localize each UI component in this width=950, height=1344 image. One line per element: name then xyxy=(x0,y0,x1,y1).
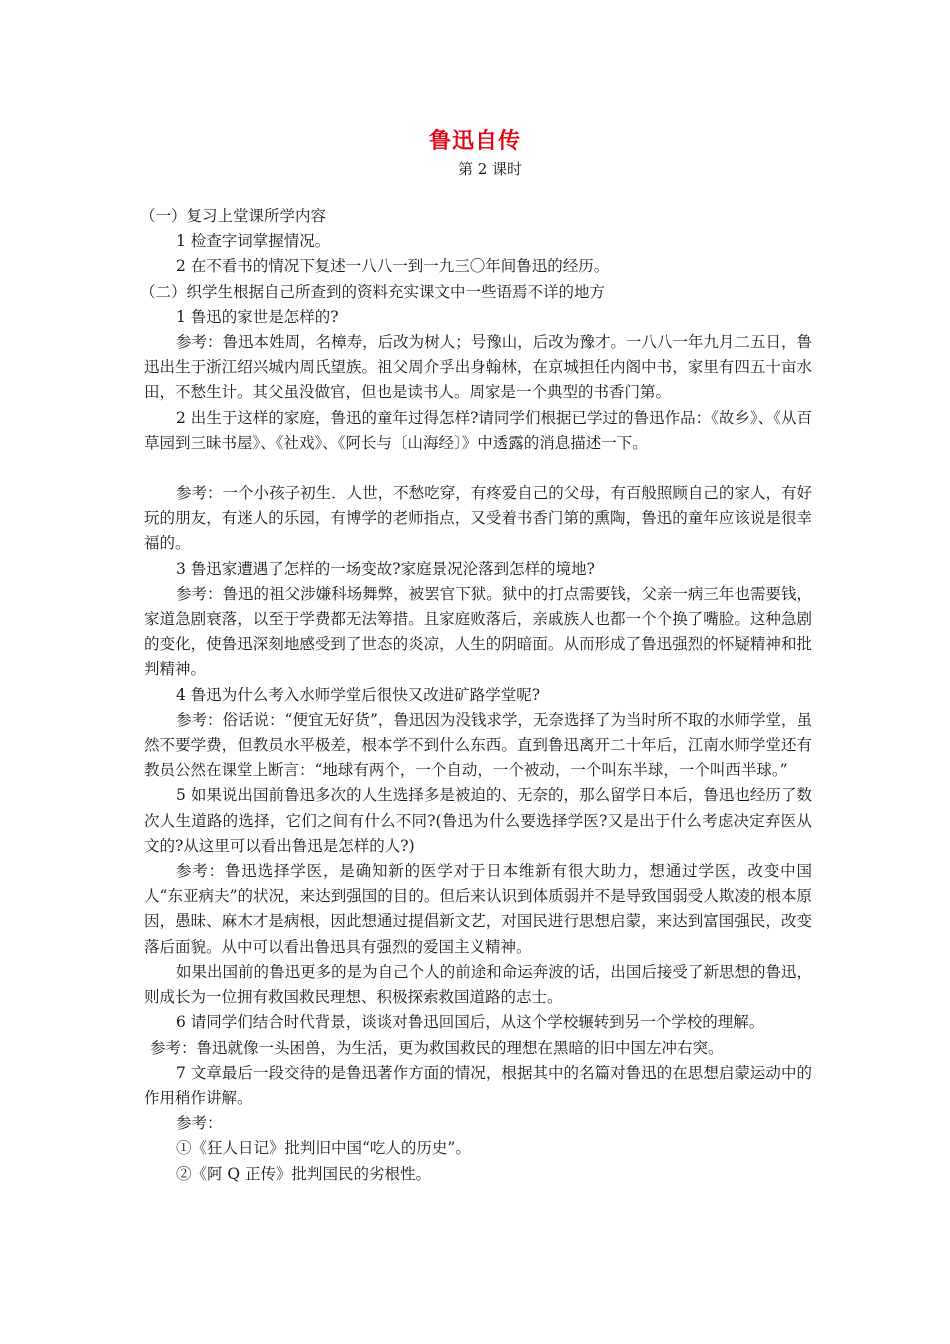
review-item-2: 2 在不看书的情况下复述一八八一到一九三〇年间鲁迅的经历。 xyxy=(176,257,610,276)
answer-7-item-1: ①《狂人日记》批判旧中国“吃人的历史”。 xyxy=(176,1139,471,1158)
question-2: 2 出生于这样的家庭，鲁迅的童年过得怎样?请同学们根据已学过的鲁迅作品：《故乡》、《从百草园到三昧书屋》、《社戏》、《阿长与〔山海经〕》中透露的消息描述一下。 xyxy=(144,408,812,452)
answer-7-label: 参考： xyxy=(176,1114,223,1133)
answer-7-item-2: ②《阿 Q 正传》批判国民的劣根性。 xyxy=(176,1164,432,1183)
question-6: 6 请同学们结合时代背景，谈谈对鲁迅回国后，从这个学校辗转到另一个学校的理解。 xyxy=(176,1013,765,1032)
question-1: 1 鲁迅的家世是怎样的? xyxy=(176,307,339,326)
answer-4: 参考：俗话说：“便宜无好货”，鲁迅因为没钱求学，无奈选择了为当时所不取的水师学堂，虽然不要学费，但教员水平极差，根本学不到什么东西。直到鲁迅离开二十年后，江南水师学堂还有教员公然在课堂上断言：“地球有两个，一个自动，一个被动，一个叫东半球，一个叫西半球。” xyxy=(144,710,812,780)
answer-5-continued: 如果出国前的鲁迅更多的是为自己个人的前途和命运奔波的话，出国后接受了新思想的鲁迅，则成长为一位拥有救国救民理想、积极探索救国道路的志士。 xyxy=(144,962,812,1007)
document-body xyxy=(140,204,812,1187)
question-5: 5 如果说出国前鲁迅多次的人生选择多是被迫的、无奈的，那么留学日本后，鲁迅也经历了数次人生道路的选择，它们之间有什么不同?(鲁迅为什么要选择学医?又是出于什么考虑决定弃医从文的?从这里可以看出鲁迅是怎样的人?) xyxy=(144,786,812,855)
answer-3: 参考：鲁迅的祖父涉嫌科场舞弊，被罢官下狱。狱中的打点需要钱，父亲一病三年也需要钱，家道急剧衰落，以至于学费都无法筹措。且家庭败落后，亲戚族人也都一个个换了嘴脸。这种急剧的变化，使鲁迅深刻地感受到了世态的炎凉，人生的阴暗面。从而形成了鲁迅强烈的怀疑精神和批判精神。 xyxy=(144,584,812,679)
section-heading-review: （一）复习上堂课所学内容 xyxy=(140,207,327,225)
answer-6: 参考：鲁迅就像一头困兽，为生活，更为救国救民的理想在黑暗的旧中国左冲右突。 xyxy=(150,1038,724,1057)
blank-line xyxy=(144,456,812,481)
answer-1: 参考：鲁迅本姓周，名樟寿，后改为树人；号豫山，后改为豫才。一八八一年九月二五日，鲁迅出生于浙江绍兴城内周氏望族。祖父周介孚出身翰林，在京城担任内阁中书，家里有四五十亩水田，不愁生计。其父虽没做官，但也是读书人。周家是一个典型的书香门第。 xyxy=(144,333,812,402)
question-4: 4 鲁迅为什么考入水师学堂后很快又改进矿路学堂呢? xyxy=(176,685,541,704)
review-item-1: 1 检查字词掌握情况。 xyxy=(176,232,331,251)
answer-5: 参考：鲁迅选择学医，是确知新的医学对于日本维新有很大助力，想通过学医，改变中国人“东亚病夫”的状况，来达到强国的目的。但后来认识到体质弱并不是导致国弱受人欺凌的根本原因，愚昧、麻木才是病根，因此想通过提倡新文艺，对国民进行思想启蒙，来达到富国强民，改变落后面貌。从中可以看出鲁迅具有强烈的爱国主义精神。 xyxy=(144,862,812,956)
answer-2: 参考：一个小孩子初生．人世，不愁吃穿，有疼爱自己的父母，有百般照顾自己的家人，有好玩的朋友，有迷人的乐园，有博学的老师指点，又受着书香门第的熏陶，鲁迅的童年应该说是很幸福的。 xyxy=(144,484,812,553)
section-heading-enrich: （二）织学生根据自己所查到的资料充实课文中一些语焉不详的地方 xyxy=(140,282,606,301)
document-title: 鲁迅自传 xyxy=(428,129,521,154)
question-7: 7 文章最后一段交待的是鲁迅著作方面的情况，根据其中的名篇对鲁迅的在思想启蒙运动中的作用稍作讲解。 xyxy=(144,1063,812,1107)
question-3: 3 鲁迅家遭遇了怎样的一场变故?家庭景况沦落到怎样的境地? xyxy=(176,559,595,578)
document-subtitle: 第 2 课时 xyxy=(457,160,523,178)
